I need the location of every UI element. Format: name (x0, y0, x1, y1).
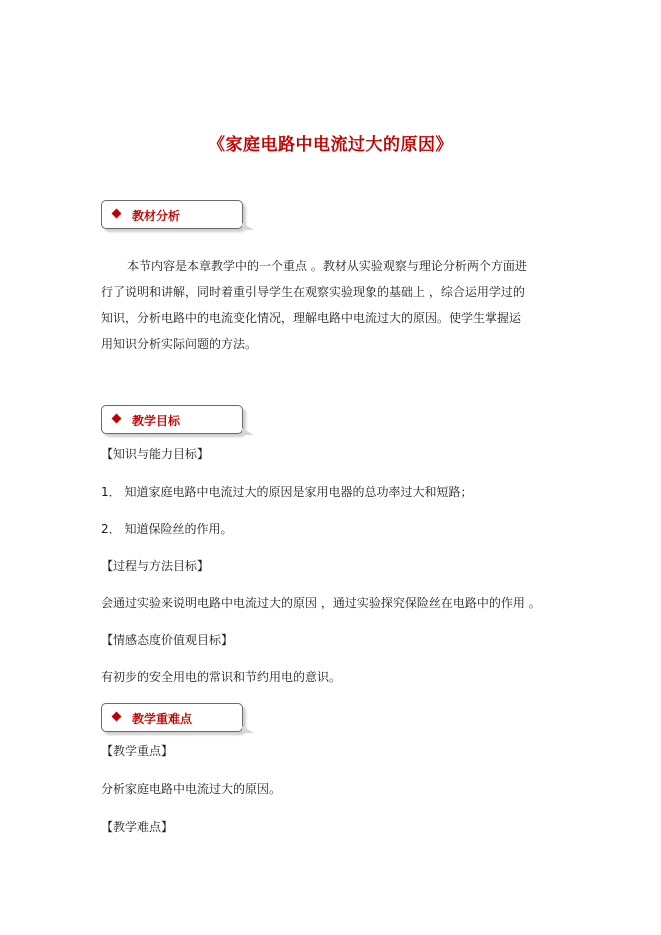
process-goal-heading: 【过程与方法目标】 (101, 559, 210, 573)
section-label: 教学目标 (132, 414, 181, 428)
paragraph-line: 本节内容是本章教学中的一个重点 。教材从实验观察与理论分析两个方面进 (127, 259, 527, 273)
box-tail-shape (242, 223, 254, 230)
process-goal-text: 会通过实验来说明电路中电流过大的原因 ，通过实验探究保险丝在电路中的作用 。 (101, 596, 541, 610)
paragraph-line: 知识，分析电路中的电流变化情况，理解电路中电流过大的原因。使学生掌握运 (101, 311, 522, 325)
section-label: 教学重难点 (132, 712, 193, 726)
diamond-bullet-icon (112, 712, 122, 722)
knowledge-goal-heading: 【知识与能力目标】 (101, 447, 210, 461)
difficulty-heading: 【教学难点】 (101, 820, 174, 834)
focus-text: 分析家庭电路中电流过大的原因。 (101, 782, 282, 796)
analysis-paragraph (101, 253, 571, 357)
emotion-goal-text: 有初步的安全用电的常识和节约用电的意识。 (101, 670, 342, 684)
box-tail-shape (242, 428, 254, 435)
diamond-bullet-icon (112, 209, 122, 219)
focus-heading: 【教学重点】 (101, 744, 174, 758)
knowledge-goal-item-1: 1． 知道家庭电路中电流过大的原因是家用电器的总功率过大和短路； (101, 485, 473, 499)
section-header-goals (101, 405, 243, 434)
knowledge-goal-item-2: 2． 知道保险丝的作用。 (101, 522, 233, 536)
paragraph-line: 用知识分析实际问题的方法。 (101, 337, 258, 351)
emotion-goal-heading: 【情感态度价值观目标】 (101, 633, 234, 647)
section-header-analysis (101, 200, 243, 229)
section-label: 教材分析 (132, 209, 181, 223)
paragraph-line: 行了说明和讲解，同时着重引导学生在观察实验现象的基础上 ，综合运用学过的 (101, 285, 525, 299)
document-title: 《家庭电路中电流过大的原因》 (208, 135, 453, 155)
box-tail-shape (242, 726, 254, 733)
section-header-keypoints (101, 703, 243, 732)
diamond-bullet-icon (112, 414, 122, 424)
